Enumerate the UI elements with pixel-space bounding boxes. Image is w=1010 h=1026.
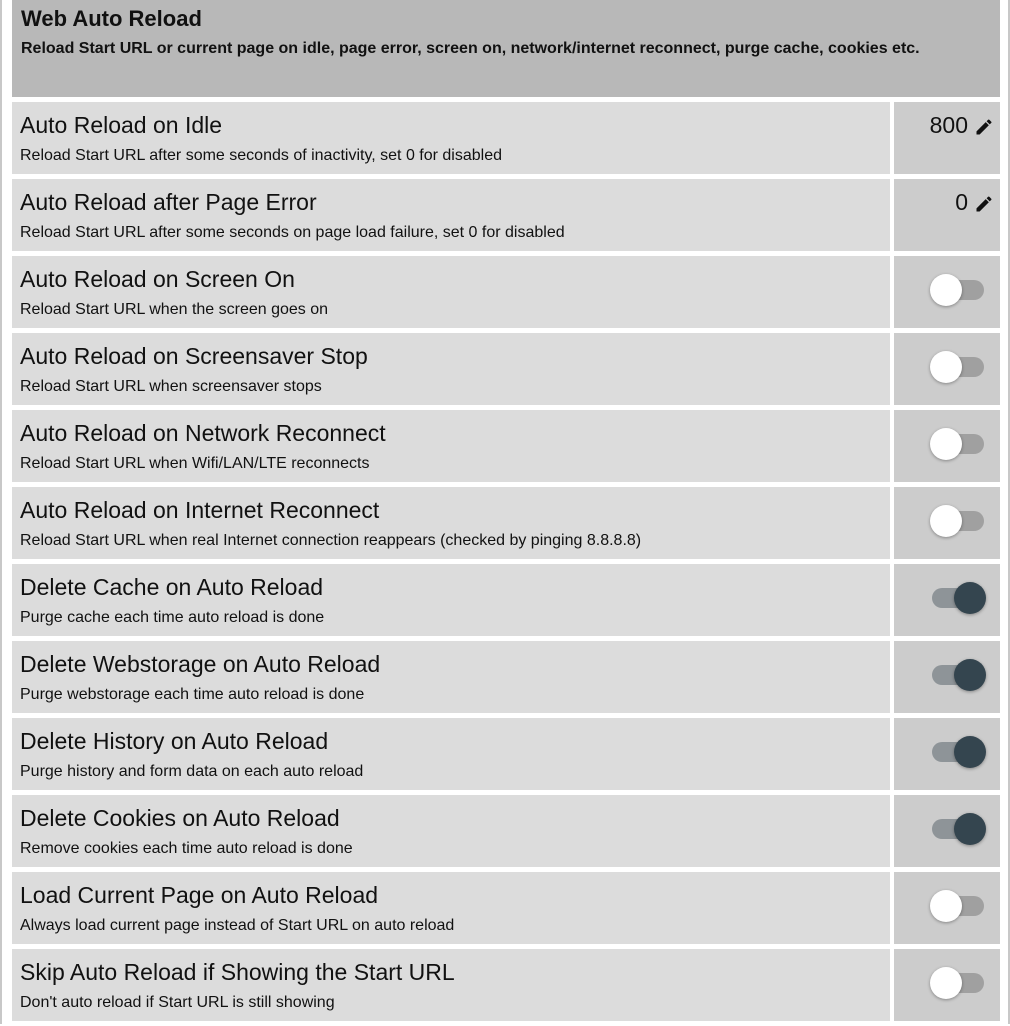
- setting-title: Skip Auto Reload if Showing the Start URL: [20, 959, 455, 985]
- toggle-knob: [930, 505, 962, 537]
- setting-control-cell: [894, 102, 1000, 174]
- delete-webstorage-on-auto-reload-toggle[interactable]: [932, 657, 988, 693]
- setting-description: Reload Start URL when Wifi/LAN/LTE reconnects: [20, 455, 370, 472]
- delete-history-on-auto-reload-label-area[interactable]: [12, 718, 890, 790]
- setting-title: Delete History on Auto Reload: [20, 728, 329, 754]
- setting-control-cell: [894, 949, 1000, 1021]
- setting-title: Delete Cookies on Auto Reload: [20, 805, 340, 831]
- auto-reload-after-page-error-label-area[interactable]: [12, 179, 890, 251]
- delete-history-on-auto-reload-toggle[interactable]: [932, 734, 988, 770]
- auto-reload-on-network-reconnect-label-area[interactable]: [12, 410, 890, 482]
- section-subtitle: Reload Start URL or current page on idle, page error, screen on, network/internet reconnect, purge cache, cookies etc.: [21, 40, 920, 57]
- setting-description: Reload Start URL after some seconds of inactivity, set 0 for disabled: [20, 147, 503, 164]
- setting-description: Don't auto reload if Start URL is still showing: [20, 994, 335, 1011]
- toggle-knob: [954, 659, 986, 691]
- setting-description: Purge history and form data on each auto reload: [20, 763, 364, 780]
- toggle-knob: [954, 736, 986, 768]
- setting-title: Auto Reload on Screen On: [20, 266, 295, 292]
- setting-description: Purge webstorage each time auto reload is done: [20, 686, 365, 703]
- setting-control-cell: [894, 410, 1000, 482]
- setting-row-auto-reload-after-page-error[interactable]: [12, 179, 1000, 251]
- setting-title: Auto Reload after Page Error: [20, 189, 317, 215]
- setting-control-cell: [894, 564, 1000, 636]
- setting-title: Delete Cache on Auto Reload: [20, 574, 324, 600]
- delete-cache-on-auto-reload-label-area[interactable]: [12, 564, 890, 636]
- setting-control-cell: [894, 487, 1000, 559]
- setting-description: Reload Start URL when real Internet connection reappears (checked by pinging 8.8.8.8): [20, 532, 642, 549]
- toggle-knob: [930, 890, 962, 922]
- setting-control-cell: [894, 179, 1000, 251]
- settings-list: [12, 102, 1000, 1026]
- setting-control-cell: [894, 872, 1000, 944]
- setting-row-auto-reload-on-network-reconnect[interactable]: [12, 410, 1000, 482]
- setting-description: Reload Start URL when the screen goes on: [20, 301, 329, 318]
- load-current-page-on-auto-reload-toggle[interactable]: [932, 888, 988, 924]
- setting-title: Auto Reload on Idle: [20, 112, 223, 138]
- skip-auto-reload-if-showing-the-start-url-toggle[interactable]: [932, 965, 988, 1001]
- setting-row-auto-reload-on-internet-reconnect[interactable]: [12, 487, 1000, 559]
- setting-row-load-current-page-on-auto-reload[interactable]: [12, 872, 1000, 944]
- skip-auto-reload-if-showing-the-start-url-label-area[interactable]: [12, 949, 890, 1021]
- delete-webstorage-on-auto-reload-label-area[interactable]: [12, 641, 890, 713]
- section-header: [12, 0, 1000, 97]
- toggle-knob: [930, 967, 962, 999]
- setting-control-cell: [894, 256, 1000, 328]
- auto-reload-on-internet-reconnect-label-area[interactable]: [12, 487, 890, 559]
- setting-title: Auto Reload on Network Reconnect: [20, 420, 386, 446]
- toggle-knob: [930, 274, 962, 306]
- setting-row-delete-cookies-on-auto-reload[interactable]: [12, 795, 1000, 867]
- delete-cache-on-auto-reload-toggle[interactable]: [932, 580, 988, 616]
- setting-description: Remove cookies each time auto reload is done: [20, 840, 353, 857]
- setting-title: Load Current Page on Auto Reload: [20, 882, 379, 908]
- setting-row-skip-auto-reload-if-showing-the-start-url[interactable]: [12, 949, 1000, 1021]
- setting-row-auto-reload-on-screen-on[interactable]: [12, 256, 1000, 328]
- auto-reload-on-idle-value-button[interactable]: [930, 112, 994, 139]
- load-current-page-on-auto-reload-label-area[interactable]: [12, 872, 890, 944]
- setting-row-delete-cache-on-auto-reload[interactable]: [12, 564, 1000, 636]
- delete-cookies-on-auto-reload-toggle[interactable]: [932, 811, 988, 847]
- auto-reload-on-idle-label-area[interactable]: [12, 102, 890, 174]
- auto-reload-on-screen-on-label-area[interactable]: [12, 256, 890, 328]
- auto-reload-on-internet-reconnect-toggle[interactable]: [932, 503, 988, 539]
- setting-row-delete-webstorage-on-auto-reload[interactable]: [12, 641, 1000, 713]
- setting-row-delete-history-on-auto-reload[interactable]: [12, 718, 1000, 790]
- setting-control-cell: [894, 795, 1000, 867]
- toggle-knob: [930, 351, 962, 383]
- setting-control-cell: [894, 718, 1000, 790]
- setting-title: Auto Reload on Screensaver Stop: [20, 343, 368, 369]
- toggle-knob: [930, 428, 962, 460]
- setting-row-auto-reload-on-screensaver-stop[interactable]: [12, 333, 1000, 405]
- setting-description: Always load current page instead of Start URL on auto reload: [20, 917, 455, 934]
- setting-description: Reload Start URL after some seconds on page load failure, set 0 for disabled: [20, 224, 565, 241]
- auto-reload-on-screensaver-stop-label-area[interactable]: [12, 333, 890, 405]
- auto-reload-on-idle-value: 800: [929, 112, 968, 138]
- section-title: Web Auto Reload: [21, 6, 202, 31]
- setting-row-auto-reload-on-idle[interactable]: [12, 102, 1000, 174]
- toggle-knob: [954, 813, 986, 845]
- auto-reload-on-network-reconnect-toggle[interactable]: [932, 426, 988, 462]
- setting-title: Auto Reload on Internet Reconnect: [20, 497, 380, 523]
- auto-reload-on-screensaver-stop-toggle[interactable]: [932, 349, 988, 385]
- setting-description: Reload Start URL when screensaver stops: [20, 378, 322, 395]
- toggle-knob: [954, 582, 986, 614]
- auto-reload-after-page-error-value: 0: [955, 189, 968, 215]
- setting-control-cell: [894, 641, 1000, 713]
- auto-reload-after-page-error-value-button[interactable]: [955, 189, 994, 216]
- setting-title: Delete Webstorage on Auto Reload: [20, 651, 381, 677]
- setting-control-cell: [894, 333, 1000, 405]
- delete-cookies-on-auto-reload-label-area[interactable]: [12, 795, 890, 867]
- pencil-icon: [974, 116, 994, 136]
- setting-description: Purge cache each time auto reload is done: [20, 609, 325, 626]
- auto-reload-on-screen-on-toggle[interactable]: [932, 272, 988, 308]
- pencil-icon: [974, 193, 994, 213]
